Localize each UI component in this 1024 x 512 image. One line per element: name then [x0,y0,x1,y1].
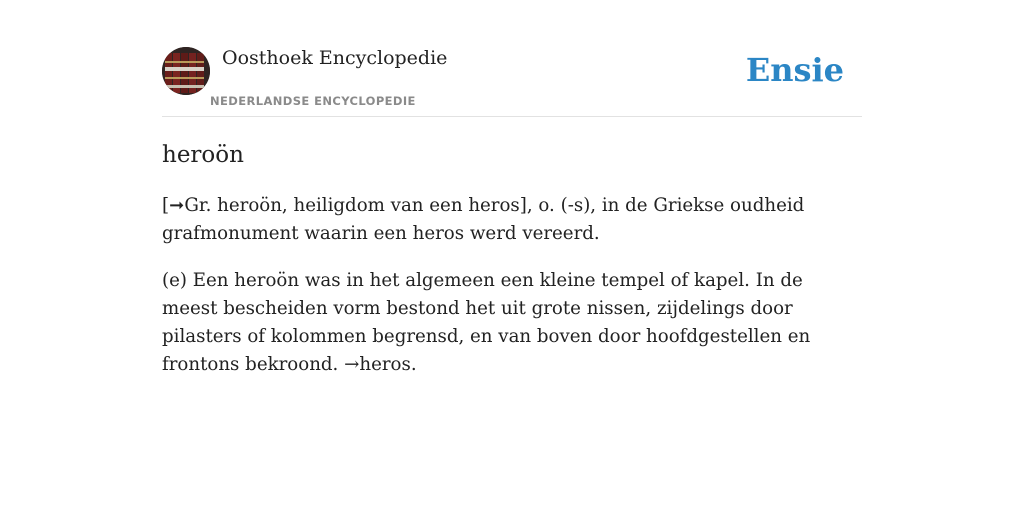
arrow-icon: ➞ [169,195,185,216]
xref-label: heros [359,354,411,375]
ensie-logo-link[interactable]: Ensie [745,51,844,89]
encyclopedia-books-avatar[interactable] [162,47,210,95]
page [162,0,862,375]
xref-heros-link[interactable] [344,354,411,375]
definition-text: Gr. heroön, heiligdom van een heros], o. (-s), in de Griekse oudheid grafmonument waarin een heros werd vereerd. [162,195,805,244]
open-bracket: [ [162,195,170,216]
site-header [162,0,862,117]
xref-arrow-icon: → [344,354,360,375]
entry-description [162,267,852,379]
description-text: (e) Een heroön was in het algemeen een kleine tempel of kapel. In de meest bescheiden vorm bestond het uit grote nissen, zijdelings door pilasters of kolommen begrensd, en van boven door hoofdgestellen en frontons bekroond. [162,270,811,375]
xref-end: . [410,354,417,375]
site-title[interactable]: Oosthoek Encyclopedie [222,47,448,69]
books-icon [162,47,210,95]
site-subtitle: NEDERLANDSE ENCYCLOPEDIE [210,94,416,108]
entry-title: heroön [162,142,244,168]
entry-definition [162,192,852,248]
